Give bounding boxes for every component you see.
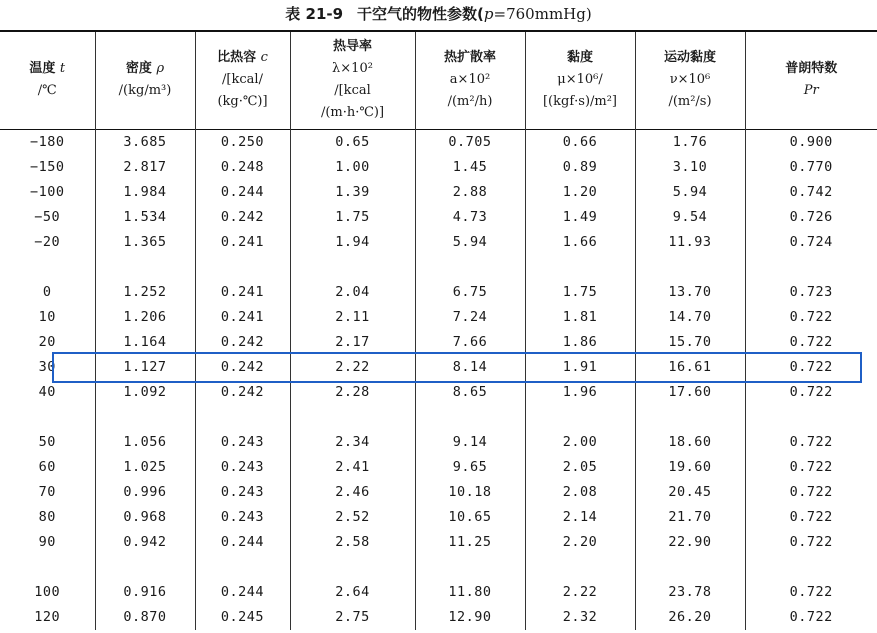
spacer-row: [0, 405, 877, 430]
table-row: [0, 380, 877, 405]
table-cell: 2.14: [525, 505, 635, 530]
table-cell: 0.242: [195, 205, 290, 230]
table-cell: 0.244: [195, 180, 290, 205]
table-cell: 2.58: [290, 530, 415, 555]
header-unit: /(kg/m³): [118, 83, 172, 99]
table-cell: [415, 255, 525, 280]
table-cell: 0.248: [195, 155, 290, 180]
table-cell: 13.70: [635, 280, 745, 305]
table-cell: 7.24: [415, 305, 525, 330]
table-cell: [635, 405, 745, 430]
table-cell: −20: [34, 234, 61, 250]
table-cell: 0.723: [745, 280, 877, 305]
table-cell: 2.41: [290, 455, 415, 480]
table-cell: [415, 555, 525, 580]
table-cell: 0.242: [195, 355, 290, 380]
table-cell: 2.64: [290, 580, 415, 605]
header-unit-cont: (kg·℃)]: [217, 94, 268, 110]
table-cell: 2.04: [290, 280, 415, 305]
table-cell: 2.22: [290, 355, 415, 380]
table-cell: 1.49: [525, 205, 635, 230]
table-cell: 1.86: [525, 330, 635, 355]
table-cell: 11.93: [635, 230, 745, 255]
table-cell: 18.60: [635, 430, 745, 455]
table-cell: 0.722: [745, 580, 877, 605]
table-cell: 0.722: [745, 430, 877, 455]
header-kinematic-viscosity: [635, 31, 745, 129]
table-row: [0, 530, 877, 555]
table-cell: 0.916: [95, 580, 195, 605]
table-cell: 21.70: [635, 505, 745, 530]
table-cell: 0.243: [195, 455, 290, 480]
table-cell: 1.75: [525, 280, 635, 305]
table-row: [0, 280, 877, 305]
table-cell: 0.742: [745, 180, 877, 205]
header-unit: [(kgf·s)/m²]: [542, 94, 618, 110]
table-cell: 2.28: [290, 380, 415, 405]
table-cell: 50: [38, 434, 56, 450]
table-number: 表 21-9: [285, 5, 344, 23]
table-cell: 1.66: [525, 230, 635, 255]
header-unit: /[kcal/: [222, 72, 263, 88]
table-cell: 1.984: [95, 180, 195, 205]
table-cell: 0.722: [745, 530, 877, 555]
table-cell: 1.94: [290, 230, 415, 255]
table-cell: 14.70: [635, 305, 745, 330]
header-row: [0, 31, 877, 129]
table-cell: 0.722: [745, 305, 877, 330]
table-cell: 1.164: [95, 330, 195, 355]
table-cell: 100: [34, 584, 61, 600]
table-cell: 0.241: [195, 280, 290, 305]
table-cell: 2.17: [290, 330, 415, 355]
header-scale: λ×10²: [332, 61, 373, 77]
table-cell: 9.54: [635, 205, 745, 230]
table-cell: 0.244: [195, 580, 290, 605]
table-cell: 1.91: [525, 355, 635, 380]
table-cell: [0, 405, 95, 430]
header-thermal-conductivity: [290, 31, 415, 129]
table-cell: 0.241: [195, 305, 290, 330]
table-cell: 1.39: [290, 180, 415, 205]
header-label: 热导率: [332, 39, 372, 55]
pressure-symbol: p: [483, 5, 494, 23]
table-cell: 8.65: [415, 380, 525, 405]
header-label: 热扩散率: [443, 50, 496, 66]
table-cell: 1.76: [635, 129, 745, 155]
spacer-row: [0, 255, 877, 280]
table-row: [0, 230, 877, 255]
table-cell: 0.242: [195, 380, 290, 405]
table-cell: 0.996: [95, 480, 195, 505]
table-cell: 10.18: [415, 480, 525, 505]
table-cell: 20.45: [635, 480, 745, 505]
table-cell: [635, 555, 745, 580]
header-temperature: [0, 31, 95, 129]
table-cell: 9.14: [415, 430, 525, 455]
table-cell: 0.722: [745, 605, 877, 630]
spacer-row: [0, 555, 877, 580]
table-cell: 0.722: [745, 330, 877, 355]
table-cell: 17.60: [635, 380, 745, 405]
air-properties-table: [0, 30, 877, 630]
table-cell: 16.61: [635, 355, 745, 380]
table-cell: 1.092: [95, 380, 195, 405]
table-cell: 1.75: [290, 205, 415, 230]
table-cell: 0.726: [745, 205, 877, 230]
table-cell: 6.75: [415, 280, 525, 305]
table-cell: 0.722: [745, 480, 877, 505]
header-unit-cont: /(m·h·℃)]: [320, 105, 385, 121]
table-cell: [525, 405, 635, 430]
table-cell: 2.22: [525, 580, 635, 605]
table-cell: 1.20: [525, 180, 635, 205]
table-cell: 2.75: [290, 605, 415, 630]
table-row: [0, 330, 877, 355]
table-cell: 7.66: [415, 330, 525, 355]
header-label: 运动黏度: [663, 50, 716, 66]
table-cell: 1.81: [525, 305, 635, 330]
table-body: [0, 129, 877, 630]
table-cell: [525, 255, 635, 280]
table-cell: 0.870: [95, 605, 195, 630]
table-cell: 0.244: [195, 530, 290, 555]
header-label: 密度: [125, 61, 152, 77]
table-cell: 80: [38, 509, 56, 525]
table-cell: 0.705: [415, 129, 525, 155]
table-cell: 90: [38, 534, 56, 550]
table-cell: 1.45: [415, 155, 525, 180]
table-cell: 60: [38, 459, 56, 475]
table-cell: 1.056: [95, 430, 195, 455]
table-cell: 0.243: [195, 430, 290, 455]
table-cell: 2.34: [290, 430, 415, 455]
table-cell: 0.722: [745, 355, 877, 380]
table-row: [0, 430, 877, 455]
table-cell: 0.242: [195, 330, 290, 355]
table-cell: [290, 555, 415, 580]
table-cell: 5.94: [635, 180, 745, 205]
table-cell: 0.770: [745, 155, 877, 180]
header-unit: /(m²/h): [447, 94, 493, 110]
table-cell: 3.10: [635, 155, 745, 180]
table-cell: 0.900: [745, 129, 877, 155]
table-cell: 2.20: [525, 530, 635, 555]
pressure-condition: [484, 5, 592, 23]
header-viscosity: [525, 31, 635, 129]
table-cell: 19.60: [635, 455, 745, 480]
table-cell: 2.32: [525, 605, 635, 630]
header-symbol: Pr: [803, 83, 819, 99]
table-title-text: 干空气的物性参数(: [357, 5, 484, 23]
table-cell: 70: [38, 484, 56, 500]
header-thermal-diffusivity: [415, 31, 525, 129]
table-cell: 2.52: [290, 505, 415, 530]
table-row: [0, 305, 877, 330]
header-scale: a×10²: [449, 72, 491, 88]
table-cell: 2.817: [95, 155, 195, 180]
table-cell: 22.90: [635, 530, 745, 555]
table-cell: [195, 255, 290, 280]
table-cell: 0.243: [195, 505, 290, 530]
table-cell: 1.206: [95, 305, 195, 330]
table-cell: 23.78: [635, 580, 745, 605]
table-cell: [0, 555, 95, 580]
table-cell: −50: [34, 209, 61, 225]
table-cell: 0.722: [745, 455, 877, 480]
table-cell: 26.20: [635, 605, 745, 630]
table-cell: 30: [38, 359, 56, 375]
header-unit: /[kcal: [334, 83, 371, 99]
table-row: [0, 355, 877, 380]
table-cell: 0.722: [745, 380, 877, 405]
table-cell: 2.88: [415, 180, 525, 205]
table-cell: 5.94: [415, 230, 525, 255]
table-cell: 1.127: [95, 355, 195, 380]
table-cell: 0.250: [195, 129, 290, 155]
table-row: [0, 129, 877, 155]
table-title: [0, 2, 877, 26]
table-cell: 10.65: [415, 505, 525, 530]
header-symbol: ρ: [156, 61, 165, 77]
table-row: [0, 480, 877, 505]
table-cell: 1.534: [95, 205, 195, 230]
header-label: 黏度: [566, 50, 593, 66]
table-cell: [195, 405, 290, 430]
table-cell: [745, 255, 877, 280]
table-cell: 0.241: [195, 230, 290, 255]
table-cell: 10: [38, 309, 56, 325]
table-cell: 20: [38, 334, 56, 350]
table-cell: [415, 405, 525, 430]
table-cell: [635, 255, 745, 280]
table-cell: 1.96: [525, 380, 635, 405]
table-row: [0, 155, 877, 180]
header-symbol: t: [59, 61, 66, 77]
table-cell: 1.365: [95, 230, 195, 255]
table-cell: [95, 405, 195, 430]
table-cell: 15.70: [635, 330, 745, 355]
table-cell: 0.89: [525, 155, 635, 180]
table-cell: [95, 555, 195, 580]
pressure-value: =760mmHg): [493, 5, 592, 23]
table-cell: [290, 255, 415, 280]
table-cell: 11.80: [415, 580, 525, 605]
table-cell: 0.942: [95, 530, 195, 555]
table-cell: 9.65: [415, 455, 525, 480]
table-cell: 1.025: [95, 455, 195, 480]
table-row: [0, 180, 877, 205]
table-cell: 0.724: [745, 230, 877, 255]
header-specific-heat: [195, 31, 290, 129]
table-cell: 0.65: [290, 129, 415, 155]
header-label: 普朗特数: [785, 61, 838, 77]
table-cell: 0.722: [745, 505, 877, 530]
table-cell: [290, 405, 415, 430]
table-row: [0, 580, 877, 605]
table-cell: [95, 255, 195, 280]
table-cell: 120: [34, 609, 61, 625]
table-cell: 0: [42, 284, 52, 300]
header-label: 温度: [29, 61, 56, 77]
table-cell: 2.00: [525, 430, 635, 455]
table-cell: 11.25: [415, 530, 525, 555]
table-cell: −180: [29, 134, 65, 150]
table-row: [0, 205, 877, 230]
header-scale: μ×10⁶/: [557, 72, 603, 88]
table-cell: 2.05: [525, 455, 635, 480]
table-cell: −150: [29, 159, 65, 175]
table-cell: [745, 405, 877, 430]
table-cell: 12.90: [415, 605, 525, 630]
table-cell: 0.243: [195, 480, 290, 505]
table-cell: 0.968: [95, 505, 195, 530]
table-row: [0, 505, 877, 530]
table-cell: [745, 555, 877, 580]
header-unit: /(m²/s): [668, 94, 712, 110]
header-symbol: c: [260, 50, 268, 66]
table-row: [0, 455, 877, 480]
table-row: [0, 605, 877, 630]
table-cell: 2.08: [525, 480, 635, 505]
table-cell: 1.00: [290, 155, 415, 180]
table-cell: 2.11: [290, 305, 415, 330]
table-cell: [0, 255, 95, 280]
table-cell: 8.14: [415, 355, 525, 380]
table-cell: 0.66: [525, 129, 635, 155]
table-cell: [195, 555, 290, 580]
header-scale: ν×10⁶: [669, 72, 711, 88]
table-cell: 1.252: [95, 280, 195, 305]
table-cell: 0.245: [195, 605, 290, 630]
header-density: [95, 31, 195, 129]
header-label: 比热容: [217, 50, 257, 66]
header-prandtl-number: [745, 31, 877, 129]
table-cell: 40: [38, 384, 56, 400]
table-cell: [525, 555, 635, 580]
table-cell: 4.73: [415, 205, 525, 230]
table-cell: −100: [29, 184, 65, 200]
header-unit: /℃: [37, 83, 57, 99]
table-cell: 3.685: [95, 129, 195, 155]
table-cell: 2.46: [290, 480, 415, 505]
